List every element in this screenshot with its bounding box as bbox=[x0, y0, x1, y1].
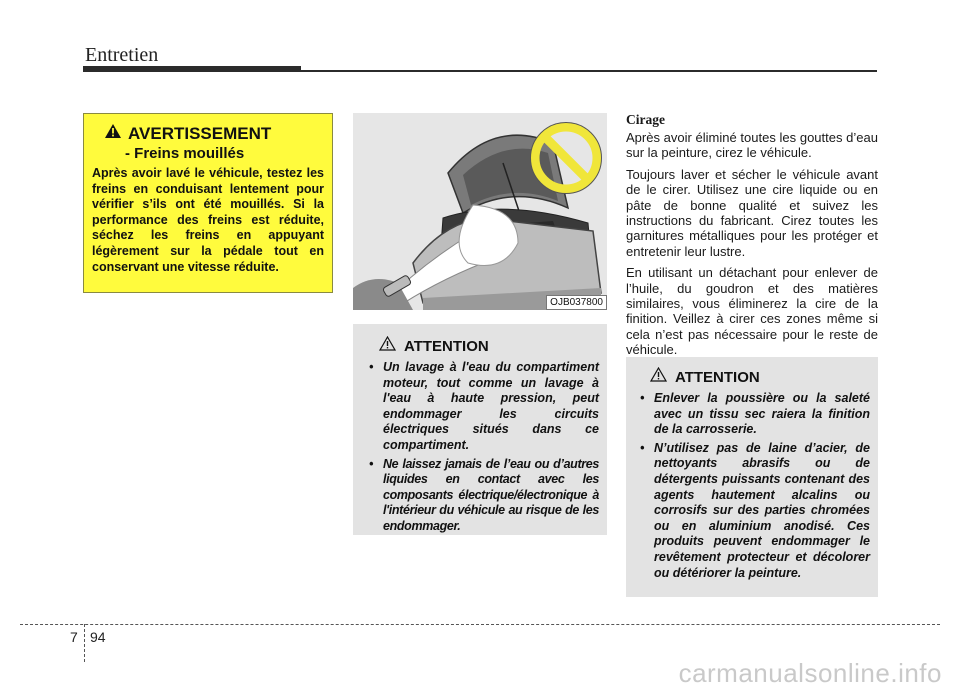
waxing-subtitle: Cirage bbox=[626, 112, 665, 127]
warning-body: Après avoir lavé le véhicule, testez les freins en conduisant lentement pour vérifier s’ils ont été mouillés. Si la performance des freins est réduite, séchez les freins en appuyant légèrement sur la pédale tout en conservant une vitesse réduite. bbox=[92, 166, 324, 274]
attention-paint-header bbox=[650, 367, 870, 387]
warning-title: AVERTISSEMENT bbox=[128, 123, 272, 143]
caution-triangle-icon bbox=[650, 367, 667, 387]
footer-divider bbox=[84, 624, 85, 662]
list-item: • Un lavage à l'eau du compartiment moteur, tout comme un lavage à l'eau à haute pression, peut endommager les circuits électriques situés dans ce compartiment. bbox=[369, 360, 599, 452]
waxing-paragraph: En utilisant un détachant pour enlever de l’huile, du goudron et des matières similaires, vous éliminerez la cire de la finition. Veillez à cirer ces zones même si cela n’est pas nécessaire pour le reste de véhicule. bbox=[626, 265, 878, 358]
attention-engine-list bbox=[367, 360, 599, 535]
caution-triangle-icon bbox=[379, 336, 396, 356]
header-rule-thin bbox=[300, 70, 877, 72]
waxing-section bbox=[626, 112, 878, 364]
chapter-number: 7 bbox=[70, 629, 78, 645]
list-item: • N’utilisez pas de laine d’acier, de nettoyants abrasifs ou de détergents puissants contenant des agents hautement alcalins ou corrosifs sur des parties chromées ou en aluminium anodisé. Ces produits peuvent endommager le revêtement protecteur et décolorer ou détériorer la peinture. bbox=[640, 440, 870, 580]
warning-header bbox=[104, 123, 324, 144]
attention-paint-list bbox=[638, 391, 870, 581]
attention-engine-box bbox=[353, 324, 607, 535]
list-item: • Enlever la poussière ou la saleté avec un tissu sec raiera la finition de la carrosserie. bbox=[640, 391, 870, 437]
warning-triangle-icon bbox=[104, 123, 122, 144]
footer-rule bbox=[20, 624, 940, 625]
figure-code: OJB037800 bbox=[546, 295, 607, 310]
list-item: • Ne laissez jamais de l’eau ou d’autres liquides en contact avec les composants électrique/électronique à l'intérieur du véhicule au risque de les endommager. bbox=[369, 456, 599, 533]
page-number: 94 bbox=[90, 629, 106, 645]
warning-subtitle: - Freins mouillés bbox=[125, 145, 245, 162]
waxing-paragraph: Toujours laver et sécher le véhicule avant de le cirer. Utilisez une cire liquide ou en pâte de bonne qualité et suivez les instructions du fabricant. Cirez toutes les garnitures métalliques pour les protéger et entretenir leur lustre. bbox=[626, 166, 878, 259]
warning-box bbox=[83, 113, 333, 293]
attention-engine-header bbox=[379, 336, 599, 356]
prohibited-sign-icon bbox=[529, 121, 603, 195]
attention-paint-box bbox=[626, 357, 878, 597]
waxing-paragraph: Après avoir éliminé toutes les gouttes d’eau sur la peinture, cirez le véhicule. bbox=[626, 130, 878, 161]
attention-paint-title: ATTENTION bbox=[675, 368, 760, 386]
section-title: Entretien bbox=[85, 44, 159, 66]
engine-wash-illustration bbox=[353, 113, 607, 310]
attention-engine-title: ATTENTION bbox=[404, 337, 489, 355]
watermark: carmanualsonline.info bbox=[678, 658, 942, 688]
header-rule-thick bbox=[83, 66, 301, 72]
